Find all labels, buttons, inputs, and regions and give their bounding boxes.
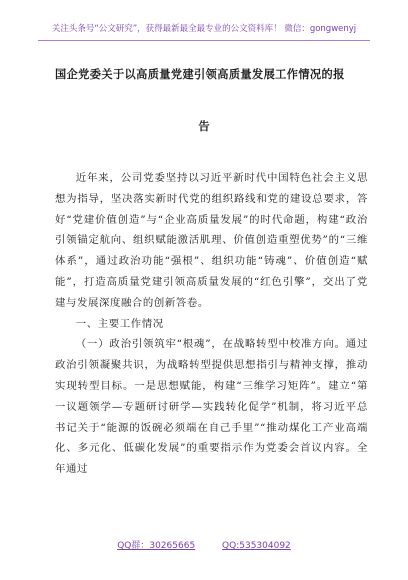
footer xyxy=(0,538,408,551)
header-banner: 关注头条号“公文研究”，获得最新最全最专业的公文资料库！ 微信：gongwenyj xyxy=(38,22,370,41)
subsection-paragraph: （一）政治引领筑牢“根魂”，在战略转型中校准方向。通过政治引领凝聚共识，为战略转型提供思想指引与精神支撑，推动实现转型目标。一是思想赋能，构建“三维学习矩阵”。建立“第一议题领学—专题研讨研学—实践转化促学”机制，将习近平总书记关于“能源的饭碗必须端在自己手里”“推动煤化工产业高端化、多元化、低碳化发展”的重要指示作为党委会首议内容。全年通过 xyxy=(55,338,368,476)
document-body xyxy=(55,168,368,480)
intro-paragraph: 近年来，公司党委坚持以习近平新时代中国特色社会主义思想为指导，坚决落实新时代党的组织路线和党的建设总要求，答好“党建价值创造”与“企业高质量发展”的时代命题，构建“政治引领锚定航向、组织赋能激活肌理、价值创造重塑优势”的“三维体系”，通过政治功能“强根”、组织功能“铸魂”、价值创造“赋能”，打造高质量党建引领高质量发展的“红色引擎”，交出了党建与发展深度融合的创新答卷。 xyxy=(55,172,368,309)
qq-group-number: QQ群：30265665 xyxy=(117,541,196,551)
document-title-continuation: 告 xyxy=(198,120,210,133)
document-title: 国企党委关于以高质量党建引领高质量发展工作情况的报 xyxy=(55,68,345,81)
section-heading: 一、主要工作情况 xyxy=(75,317,164,330)
qq-number: QQ:535304092 xyxy=(222,541,291,551)
